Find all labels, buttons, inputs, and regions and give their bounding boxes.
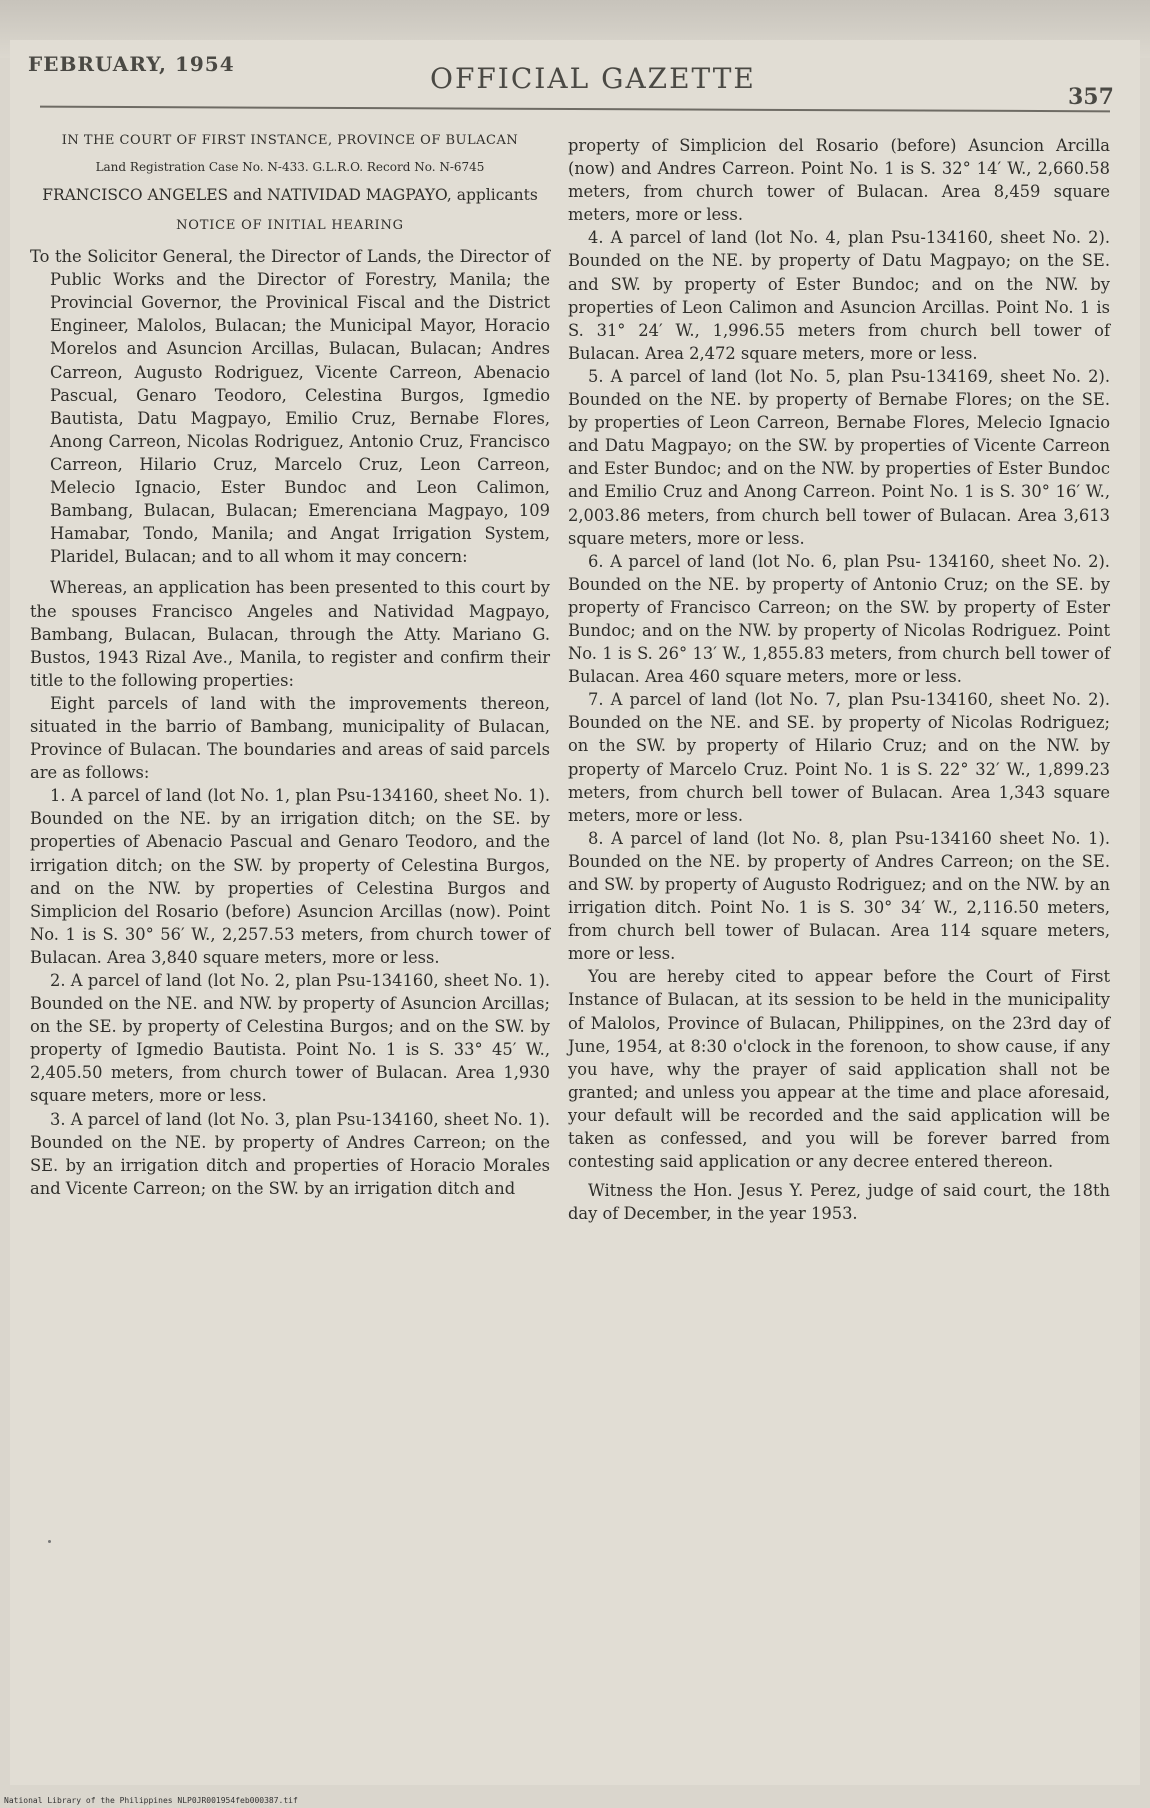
parcel-6-paragraph: 6. A parcel of land (lot No. 6, plan Psu- 134160, sheet No. 2). Bounded on the NE. by property of Antonio Cruz; on the SE. by property of Francisco Carreon; on the SW. by property of Ester Bundoc; and on the NW. by property of Nicolas Rodriguez. Point No. 1 is S. 26° 13′ W., 1,855.83 meters, from church bell tower of Bulacan. Area 460 square meters, more or less.	[568, 551, 1110, 687]
parcel-2-paragraph: 2. A parcel of land (lot No. 2, plan Psu-134160, sheet No. 1). Bounded on the NE. and NW. by property of Asuncion Arcillas; on the SE. by property of Celestina Burgos; and on the SW. by property of Igmedio Bautista. Point No. 1 is S. 33° 45′ W., 2,405.50 meters, from church tower of Bulacan. Area 1,930 square meters, more or less.	[30, 971, 550, 1106]
addressees-paragraph: To the Solicitor General, the Director of Lands, the Director of Public Works and the Director of Forestry, Manila; the Provincial Governor, the Provinical Fiscal and the District Engineer, Malolos, Bulacan; the Municipal Mayor, Horacio Morelos and Asuncion Arcillas, Bulacan, Bulacan; Andres Carreon, Augusto Rodriguez, Vicente Carreon, Abenacio Pascual, Genaro Teodoro, Celestina Burgos, Igmedio Bautista, Datu Magpayo, Emilio Cruz, Bernabe Flores, Anong Carreon, Nicolas Rodriguez, Antonio Cruz, Francisco Carreon, Hilario Cruz, Marcelo Cruz, Leon Carreon, Melecio Ignacio, Ester Bundoc and Leon Calimon, Bambang, Bulacan, Bulacan; Emerenciana Magpayo, 109 Hamabar, Tondo, Manila; and Angat Irrigation System, Plaridel, Bulacan; and to all whom it may concern:	[30, 247, 550, 567]
scan-speck	[48, 1540, 51, 1543]
parties-line: FRANCISCO ANGELES and NATIVIDAD MAGPAYO, applicants	[42, 186, 538, 204]
case-number: Land Registration Case No. N-433. G.L.R.O. Record No. N-6745	[95, 160, 485, 174]
intro-paragraph: Eight parcels of land with the improvements thereon, situated in the barrio of Bambang, municipality of Bulacan, Province of Bulacan. The boundaries and areas of said parcels are as follows:	[30, 693, 550, 783]
parcel-8-paragraph: 8. A parcel of land (lot No. 8, plan Psu-134160 sheet No. 1). Bounded on the NE. by property of Andres Carreon; on the SE. and SW. by property of Augusto Rodriguez; and on the NW. by an irrigation ditch. Point No. 1 is S. 30° 34′ W., 2,116.50 meters, from church bell tower of Bulacan. Area 114 square meters, more or less.	[568, 828, 1110, 964]
parcel-4-paragraph: 4. A parcel of land (lot No. 4, plan Psu-134160, sheet No. 2). Bounded on the NE. by property of Datu Magpayo; on the SE. and SW. by property of Ester Bundoc; and on the NW. by properties of Leon Calimon and Asuncion Arcillas. Point No. 1 is S. 31° 24′ W., 1,996.55 meters from church bell tower of Bulacan. Area 2,472 square meters, more or less.	[568, 228, 1110, 363]
right-column	[568, 134, 1110, 1225]
scan-source-footer: National Library of the Philippines NLP0JR001954feb000387.tif	[4, 1796, 298, 1805]
parcel-1-paragraph: 1. A parcel of land (lot No. 1, plan Psu-134160, sheet No. 1). Bounded on the NE. by an irrigation ditch; on the SE. by properties of Abenacio Pascual and Genaro Teodoro, and the irrigation ditch; on the SW. by property of Celestina Burgos, and on the NW. by properties of Celestina Burgos and Simplicion del Rosario (before) Asuncion Arcillas (now). Point No. 1 is S. 30° 56′ W., 2,257.53 meters, from church tower of Bulacan. Area 3,840 square meters, more or less.	[30, 786, 550, 967]
left-column	[30, 128, 550, 1200]
issue-date: FEBRUARY, 1954	[28, 52, 235, 76]
notice-heading: NOTICE OF INITIAL HEARING	[176, 218, 404, 233]
publication-title: OFFICIAL GAZETTE	[430, 62, 756, 95]
parcel-3-paragraph-end: property of Simplicion del Rosario (before) Asuncion Arcilla (now) and Andres Carreon. Point No. 1 is S. 32° 14′ W., 2,660.58 meters, from church tower of Bulacan. Area 8,459 square meters, more or less.	[568, 136, 1110, 225]
witness-paragraph: Witness the Hon. Jesus Y. Perez, judge of said court, the 18th day of December, in the year 1953.	[568, 1181, 1110, 1224]
parcel-5-paragraph: 5. A parcel of land (lot No. 5, plan Psu-134169, sheet No. 2). Bounded on the NE. by property of Bernabe Flores; on the SE. by properties of Leon Carreon, Bernabe Flores, Melecio Ignacio and Datu Magpayo; on the SW. by properties of Vicente Carreon and Ester Bundoc; and on the NW. by properties of Ester Bundoc and Emilio Cruz and Anong Carreon. Point No. 1 is S. 30° 16′ W., 2,003.86 meters, from church bell tower of Bulacan. Area 3,613 square meters, more or less.	[568, 366, 1110, 548]
parcel-3-paragraph-start: 3. A parcel of land (lot No. 3, plan Psu-134160, sheet No. 1). Bounded on the NE. by property of Andres Carreon; on the SE. by an irrigation ditch and properties of Horacio Morales and Vicente Carreon; on the SW. by an irrigation ditch and	[30, 1109, 550, 1198]
whereas-paragraph: Whereas, an application has been presented to this court by the spouses Francisco Angeles and Natividad Magpayo, Bambang, Bulacan, Bulacan, through the Atty. Mariano G. Bustos, 1943 Rizal Ave., Manila, to register and confirm their title to the following properties:	[30, 578, 550, 690]
court-heading: IN THE COURT OF FIRST INSTANCE, PROVINCE OF BULACAN	[61, 133, 519, 148]
page-number: 357	[1068, 84, 1114, 110]
citation-paragraph: You are hereby cited to appear before the Court of First Instance of Bulacan, at its session to be held in the municipality of Malolos, Province of Bulacan, Philippines, on the 23rd day of June, 1954, at 8:30 o'clock in the forenoon, to show cause, if any you have, why the prayer of said application shall not be granted; and unless you appear at the time and place aforesaid, your default will be recorded and the said application will be taken as confessed, and you will be forever barred from contesting said application or any decree entered thereon.	[568, 967, 1110, 1172]
parcel-7-paragraph: 7. A parcel of land (lot No. 7, plan Psu-134160, sheet No. 2). Bounded on the NE. and SE. by property of Nicolas Rodriguez; on the SW. by property of Hilario Cruz; and on the NW. by property of Marcelo Cruz. Point No. 1 is S. 22° 32′ W., 1,899.23 meters, from church bell tower of Bulacan. Area 1,343 square meters, more or less.	[568, 690, 1110, 825]
